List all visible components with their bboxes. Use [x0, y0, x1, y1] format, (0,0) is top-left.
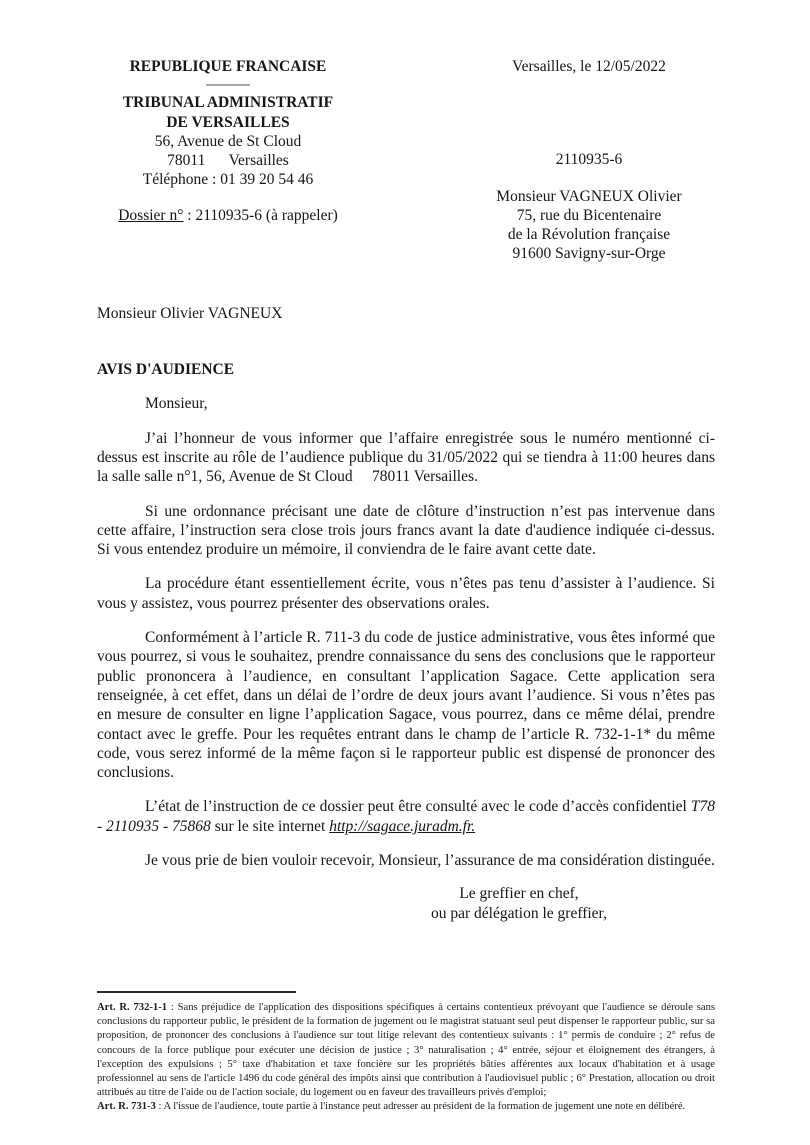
- dossier-line: [97, 206, 359, 225]
- court-city: 78011 Versailles: [167, 152, 289, 170]
- court-phone: Téléphone : 01 39 20 54 46: [142, 171, 314, 189]
- recipient-block: [463, 187, 715, 264]
- letter-title: AVIS D'AUDIENCE: [97, 361, 235, 379]
- sagace-link[interactable]: http://sagace.juradm.fr.: [329, 817, 476, 835]
- footnote-1-label: Art. R. 732-1-1: [97, 1002, 168, 1013]
- letter-date: Versailles, le 12/05/2022: [512, 58, 666, 75]
- recipient-address-line2: de la Révolution française: [507, 226, 671, 244]
- footnote-1: [97, 1001, 715, 1100]
- footnote-1-text: : Sans préjudice de l'application des dispositions spécifiques à certains contentieux prévoyant que l'audience se déroule sans conclusions du rapporteur public, le président de la formation de jugement ou le magistrat statuant seul peut dispenser le rapporteur public, sur sa proposition, de prononcer des conclusions à l'audience sur tout litige relevant des contentieux suivants : 1° permis de conduire ; 2° refus de concours de la force publique pour exécuter une décision de justice ; 3° naturalisation ; 4° entrée, séjour et éloignement des étrangers, à l'exception des expulsions ; 5° taxe d'habitation et taxe foncière sur les propriétés bâties afférentes aux locaux d'habitation et à usage professionnel au sens de l'article 1496 du code général des impôts ainsi que contribution à l'audiovisuel public ; 6° Prestation, allocation ou droit attribués au titre de l'aide ou de l'action sociale, du logement ou en faveur des travailleurs privés d'emploi;: [97, 1002, 715, 1099]
- dossier-number: : 2110935-6 (à rappeler): [183, 206, 338, 224]
- dossier-label: Dossier n°: [118, 206, 184, 224]
- republic-title: REPUBLIQUE FRANCAISE: [129, 58, 327, 75]
- footnote-2-text: : A l'issue de l'audience, toute partie à l'instance peut adresser au président de la formation de jugement une note en délibéré.: [155, 1101, 686, 1113]
- court-address: 56, Avenue de St Cloud: [154, 132, 302, 150]
- footnote-separator: [97, 991, 296, 993]
- footnote-2: [97, 1100, 715, 1114]
- paragraph-5-text-start: L’état de l’instruction de ce dossier peut être consulté avec le code d’accès confidentiel: [145, 798, 691, 816]
- recipient-address-line3: 91600 Savigny-sur-Orge: [512, 245, 666, 263]
- addressee-name: Monsieur Olivier VAGNEUX: [97, 304, 283, 322]
- letterhead-right: [463, 57, 715, 264]
- signature-line-1: Le greffier en chef,: [459, 885, 579, 903]
- court-name-line1: TRIBUNAL ADMINISTRATIF: [122, 94, 334, 112]
- signature-block: [323, 884, 715, 923]
- body-paragraph-2: Si une ordonnance précisant une date de clôture d’instruction n’est pas intervenue dans cette affaire, l’instruction sera close trois jours francs avant la date d'audience indiquée ci-dessus. Si vous entendez produire un mémoire, il conviendra de le faire avant cette date.: [97, 502, 715, 559]
- footnote-2-label: Art. R. 731-3: [97, 1101, 156, 1113]
- confidential-access-code: T78 - 2110935 - 75868: [97, 798, 715, 835]
- paragraph-5-text-middle: sur le site internet: [210, 817, 330, 835]
- court-name-line2: DE VERSAILLES: [166, 113, 290, 131]
- body-paragraph-4: Conformément à l’article R. 711-3 du code de justice administrative, vous êtes informé que vous pourrez, si vous le souhaitez, prendre connaissance du sens des conclusions que le rapporteur public prononcera à l’audience, en consultant l’application Sagace. Cette application sera renseignée, à cet effet, dans un délai de l’ordre de deux jours avant l’audience. Si vous n’êtes pas en mesure de consulter en ligne l’application Sagace, vous pourrez, dans ce même délai, prendre contact avec le greffe. Pour les requêtes entrant dans le champ de l’article R. 732-1-1* du même code, vous serez informé de la même façon si le rapporteur public est dispensé de prononcer des conclusions.: [97, 629, 715, 782]
- letterhead-left: [97, 57, 359, 225]
- body-paragraph-6: Je vous prie de bien vouloir recevoir, Monsieur, l’assurance de ma considération distinguée.: [145, 852, 715, 870]
- recipient-name: Monsieur VAGNEUX Olivier: [496, 187, 682, 205]
- header-divider: [206, 84, 250, 86]
- body-paragraph-5: [97, 797, 715, 836]
- recipient-address-line1: 75, rue du Bicentenaire: [516, 206, 662, 224]
- body-paragraph-3: La procédure étant essentiellement écrite, vous n’êtes pas tenu d’assister à l’audience. Si vous y assistez, vous pourrez présenter des observations orales.: [97, 575, 715, 612]
- body-paragraph-1: J’ai l’honneur de vous informer que l’affaire enregistrée sous le numéro mentionné ci-dessus est inscrite au rôle de l’audience publique du 31/05/2022 qui se tiendra à 11:00 heures dans la salle salle n°1, 56, Avenue de St Cloud 78011 Versailles.: [97, 429, 715, 486]
- letterhead: [97, 57, 715, 264]
- signature-line-2: ou par délégation le greffier,: [431, 904, 607, 922]
- case-number: 2110935-6: [555, 151, 623, 169]
- salutation: Monsieur,: [145, 395, 208, 413]
- footnotes-section: [97, 991, 715, 1115]
